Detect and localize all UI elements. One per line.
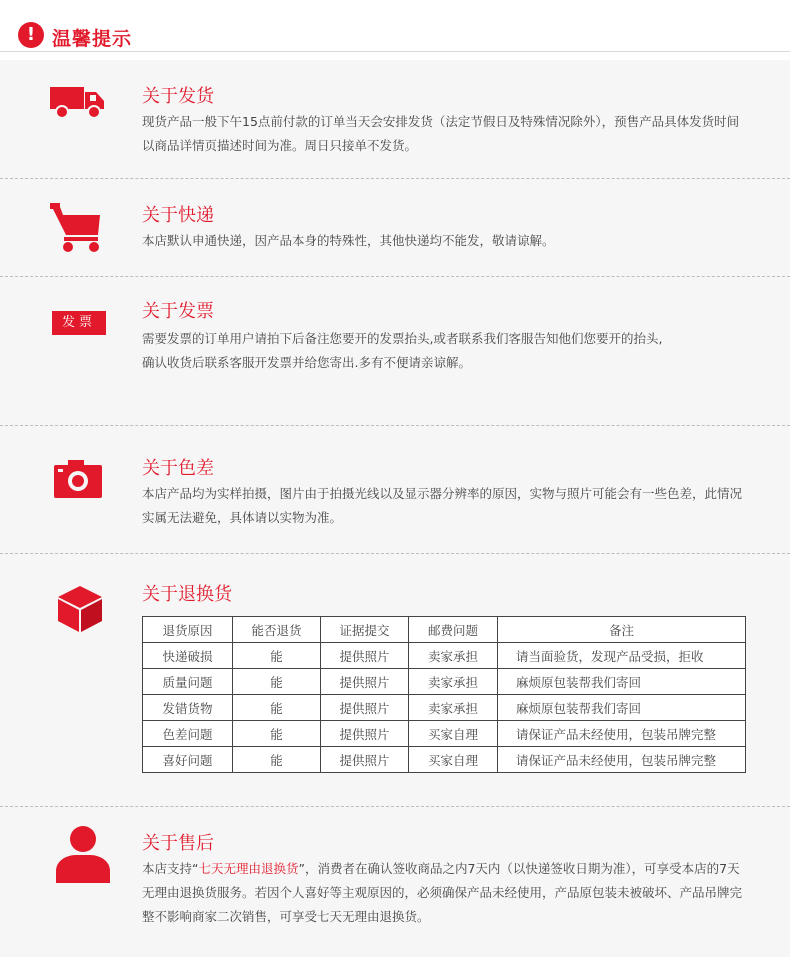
cell-reason: 色差问题 <box>143 721 233 747</box>
cell-note: 请当面验货，发现产品受损，拒收 <box>498 643 746 669</box>
shopping-cart-icon <box>50 201 104 253</box>
col-evidence: 证据提交 <box>321 617 409 643</box>
section-shipping <box>0 60 790 179</box>
cell-evidence: 提供照片 <box>321 695 409 721</box>
cube-icon <box>56 584 104 634</box>
table-row <box>143 669 746 695</box>
cell-note: 请保证产品未经使用，包装吊牌完整 <box>498 747 746 773</box>
returns-title: 关于退换货 <box>142 584 232 605</box>
invoice-title: 关于发票 <box>142 301 214 322</box>
cell-postage: 买家自理 <box>409 721 498 747</box>
section-color <box>0 426 790 554</box>
col-reason: 退货原因 <box>143 617 233 643</box>
cell-reason: 质量问题 <box>143 669 233 695</box>
cell-reason: 发错货物 <box>143 695 233 721</box>
cell-returnable: 能 <box>233 669 321 695</box>
aftersale-highlight: 七天无理由退换货 <box>198 861 299 876</box>
cell-returnable: 能 <box>233 747 321 773</box>
col-note: 备注 <box>498 617 746 643</box>
section-express <box>0 179 790 277</box>
cell-evidence: 提供照片 <box>321 669 409 695</box>
cell-evidence: 提供照片 <box>321 721 409 747</box>
aftersale-text-before: 本店支持“ <box>142 861 199 876</box>
cell-postage: 买家自理 <box>409 747 498 773</box>
returns-table-header <box>143 617 746 643</box>
page-header <box>0 0 790 52</box>
cell-returnable: 能 <box>233 695 321 721</box>
table-row <box>143 747 746 773</box>
cell-returnable: 能 <box>233 643 321 669</box>
express-title: 关于快递 <box>142 205 214 226</box>
returns-table <box>142 616 746 773</box>
invoice-line-1: 需要发票的订单用户请拍下后备注您要开的发票抬头,或者联系我们客服告知他们您要开的抬头, <box>142 331 663 346</box>
aftersale-text <box>142 857 746 929</box>
cell-evidence: 提供照片 <box>321 643 409 669</box>
aftersale-text-after: ”，消费者在确认签收商品之内7天内（以快递签收日期为准），可享受本店的7天无理由退换货服务。若因个人喜好等主观原因的，必须确保产品未经使用，产品原包装未被破坏、产品吊牌完整不影响商家二次销售，可享受七天无理由退换货。 <box>142 861 743 924</box>
invoice-text <box>142 327 762 375</box>
col-returnable: 能否退货 <box>233 617 321 643</box>
col-postage: 邮费问题 <box>409 617 498 643</box>
section-invoice <box>0 277 790 426</box>
cell-evidence: 提供照片 <box>321 747 409 773</box>
cell-returnable: 能 <box>233 721 321 747</box>
shipping-text: 现货产品一般下午15点前付款的订单当天会安排发货（法定节假日及特殊情况除外），预售产品具体发货时间以商品详情页描述时间为准。周日只接单不发货。 <box>142 114 740 153</box>
cell-note: 请保证产品未经使用，包装吊牌完整 <box>498 721 746 747</box>
page-title: 温馨提示 <box>52 28 133 50</box>
cell-reason: 快递破损 <box>143 643 233 669</box>
section-returns <box>0 554 790 807</box>
table-row <box>143 643 746 669</box>
cell-reason: 喜好问题 <box>143 747 233 773</box>
shipping-title: 关于发货 <box>142 86 214 107</box>
aftersale-title: 关于售后 <box>142 833 214 854</box>
color-text: 本店产品均为实样拍摄，图片由于拍摄光线以及显示器分辨率的原因，实物与照片可能会有一些色差，此情况实属无法避免，具体请以实物为准。 <box>142 486 743 525</box>
cell-postage: 卖家承担 <box>409 643 498 669</box>
express-text: 本店默认申通快递，因产品本身的特殊性，其他快递均不能发，敬请谅解。 <box>142 233 555 248</box>
cell-note: 麻烦原包装帮我们寄回 <box>498 669 746 695</box>
color-title: 关于色差 <box>142 458 214 479</box>
invoice-line-2: 确认收货后联系客服开发票并给您寄出.多有不便请亲谅解。 <box>142 355 471 370</box>
invoice-badge: 发票 <box>52 311 106 335</box>
notice-panel <box>0 60 790 957</box>
alert-icon: ! <box>18 22 44 48</box>
cell-postage: 卖家承担 <box>409 669 498 695</box>
table-row <box>143 721 746 747</box>
cell-postage: 卖家承担 <box>409 695 498 721</box>
camera-icon <box>54 460 102 498</box>
table-row <box>143 695 746 721</box>
user-icon <box>54 825 112 883</box>
cell-note: 麻烦原包装帮我们寄回 <box>498 695 746 721</box>
section-aftersale <box>0 807 790 957</box>
truck-icon <box>50 83 106 121</box>
